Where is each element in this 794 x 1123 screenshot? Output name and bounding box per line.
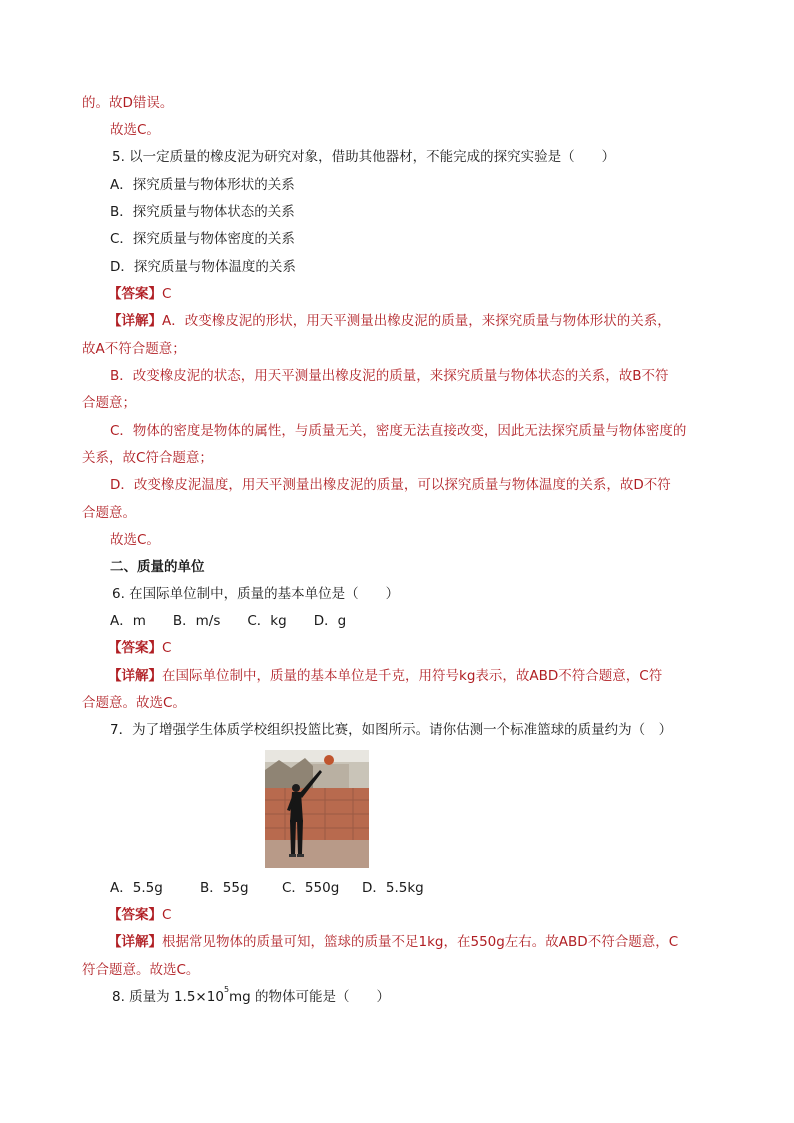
detail-line: 合题意。故选C。 [82,695,186,711]
question-7: 7．为了增强学生体质学校组织投篮比赛，如图所示。请你估测一个标准篮球的质量约为（ ） [110,722,673,738]
detail-line [108,666,662,686]
detail-line: D．改变橡皮泥温度，用天平测量出橡皮泥的质量，可以探究质量与物体温度的关系，故D不符 [110,477,671,493]
option-d: D．探究质量与物体温度的关系 [110,259,296,275]
question-7-options [110,878,424,898]
detail-label: 【详解】 [108,668,162,684]
option-c: C．550g [282,880,340,896]
exponent: 5 [223,985,230,994]
detail-line: 故A不符合题意； [82,341,186,357]
question-6-options: A．m B．m/s C．kg D．g [110,613,347,629]
detail-text: 在国际单位制中，质量的基本单位是千克，用符号kg表示，故ABD不符合题意，C符 [162,668,663,684]
detail-label: 【详解】 [108,934,162,950]
section-heading: 二、质量的单位 [110,559,205,575]
question-8 [112,987,390,1007]
detail-line [108,932,678,952]
option-a: A．5.5g [110,880,163,896]
detail-line: 合题意； [82,395,136,411]
text-line: 故选C。 [110,122,160,138]
question-8-text-rest: mg 的物体可能是（ ） [229,989,391,1005]
detail-line: 关系，故C符合题意； [82,450,213,466]
detail-line: 符合题意。故选C。 [82,962,200,978]
detail-line: 故选C。 [110,532,160,548]
basketball-photo [265,750,369,868]
option-b: B．探究质量与物体状态的关系 [110,204,295,220]
detail-label: 【详解】 [108,313,162,329]
question-6: 6. 在国际单位制中，质量的基本单位是（ ） [112,586,400,602]
detail-line: C．物体的密度是物体的属性，与质量无关，密度无法直接改变，因此无法探究质量与物体密度的 [110,423,687,439]
answer-value: C [162,907,172,923]
option-d: D．5.5kg [362,880,424,896]
answer-line [108,284,171,304]
question-5: 5. 以一定质量的橡皮泥为研究对象，借助其他器材，不能完成的探究实验是（ ） [112,149,616,165]
question-8-text: 8. 质量为 1.5×10 [112,989,224,1005]
detail-line [108,311,671,331]
answer-label: 【答案】 [108,640,162,656]
text-line: 的。故D错误。 [82,95,174,111]
option-b: B．55g [200,880,249,896]
answer-label: 【答案】 [108,286,162,302]
answer-value: C [162,286,172,302]
option-c: C．探究质量与物体密度的关系 [110,231,295,247]
answer-value: C [162,640,172,656]
detail-line: 合题意。 [82,505,136,521]
detail-line: B．改变橡皮泥的状态，用天平测量出橡皮泥的质量，来探究质量与物体状态的关系，故B不符 [110,368,669,384]
answer-line [108,905,171,925]
option-a: A．探究质量与物体形状的关系 [110,177,295,193]
detail-text: A．改变橡皮泥的形状，用天平测量出橡皮泥的质量，来探究质量与物体形状的关系， [162,313,671,329]
detail-text: 根据常见物体的质量可知，篮球的质量不足1kg，在550g左右。故ABD不符合题意，C [162,934,679,950]
answer-line [108,638,171,658]
answer-label: 【答案】 [108,907,162,923]
